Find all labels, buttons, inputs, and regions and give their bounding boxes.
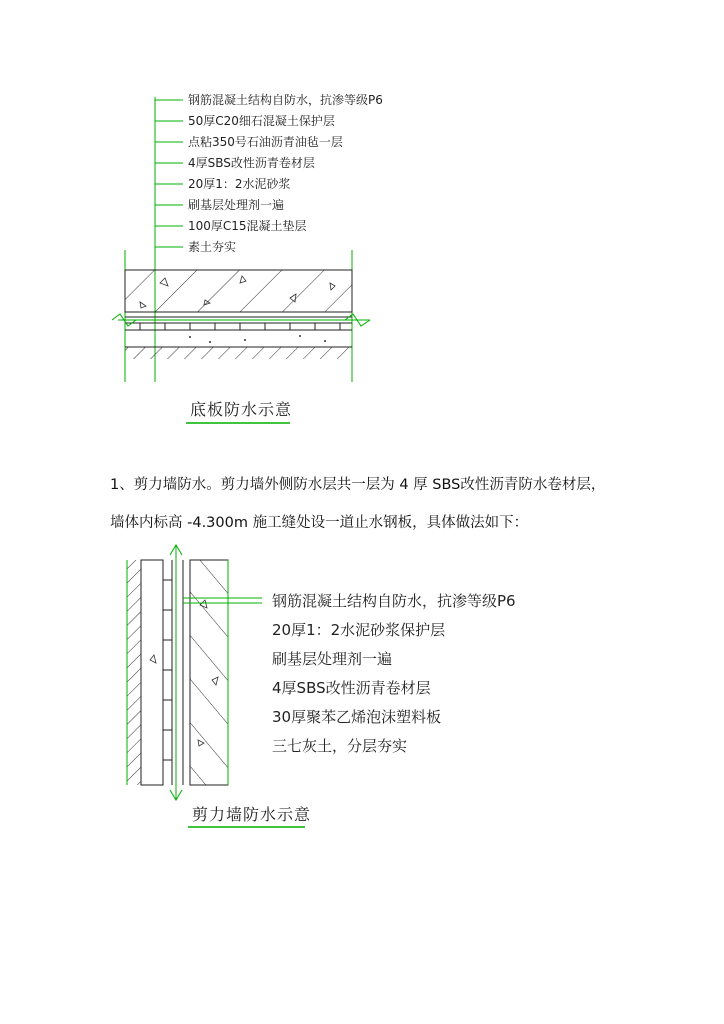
blinding-dots (189, 335, 326, 343)
floor-waterproof-diagram (0, 0, 724, 440)
paragraph-line-1: 1、剪力墙防水。剪力墙外侧防水层共一层为 4 厚 SBS改性沥青防水卷材层， (110, 477, 606, 493)
wall-layer-5: 30厚聚苯乙烯泡沫塑料板 (272, 708, 442, 726)
floor-layer-6: 刷基层处理剂一遍 (188, 198, 285, 212)
wall-membrane-ticks (163, 580, 172, 760)
wall-earth (127, 560, 141, 785)
paragraph-line-2: 墙体内标高 -4.300m 施工缝处设一道止水钢板，具体做法如下： (110, 515, 529, 531)
floor-layer-4: 4厚SBS改性沥青卷材层 (188, 156, 315, 170)
floor-layer-7: 100厚C15混凝土垫层 (188, 219, 307, 233)
floor-layer-3: 点粘350号石油沥青油毡一层 (188, 135, 343, 149)
floor-layer-2: 50厚C20细石混凝土保护层 (188, 114, 335, 128)
leader-ticks (155, 100, 183, 247)
wall-layer-3: 刷基层处理剂一遍 (272, 650, 393, 668)
concrete-slab (125, 270, 352, 312)
wall-concrete (190, 560, 228, 785)
wall-waterproof-diagram (0, 540, 724, 860)
wall-layer-2: 20厚1：2水泥砂浆保护层 (272, 621, 446, 639)
wall-layer-1: 钢筋混凝土结构自防水，抗渗等级P6 (272, 592, 516, 610)
wall-caption: 剪力墙防水示意 (192, 805, 312, 824)
earth-layer (125, 347, 352, 359)
wall-layer-6: 三七灰土，分层夯实 (272, 737, 408, 755)
floor-caption: 底板防水示意 (190, 400, 293, 419)
wall-layer-4: 4厚SBS改性沥青卷材层 (272, 679, 431, 697)
floor-layer-5: 20厚1：2水泥砂浆 (188, 177, 291, 191)
floor-layer-8: 素土夯实 (188, 240, 237, 254)
membrane-ticks (140, 323, 340, 330)
floor-layer-1: 钢筋混凝土结构自防水，抗渗等级P6 (188, 93, 383, 107)
